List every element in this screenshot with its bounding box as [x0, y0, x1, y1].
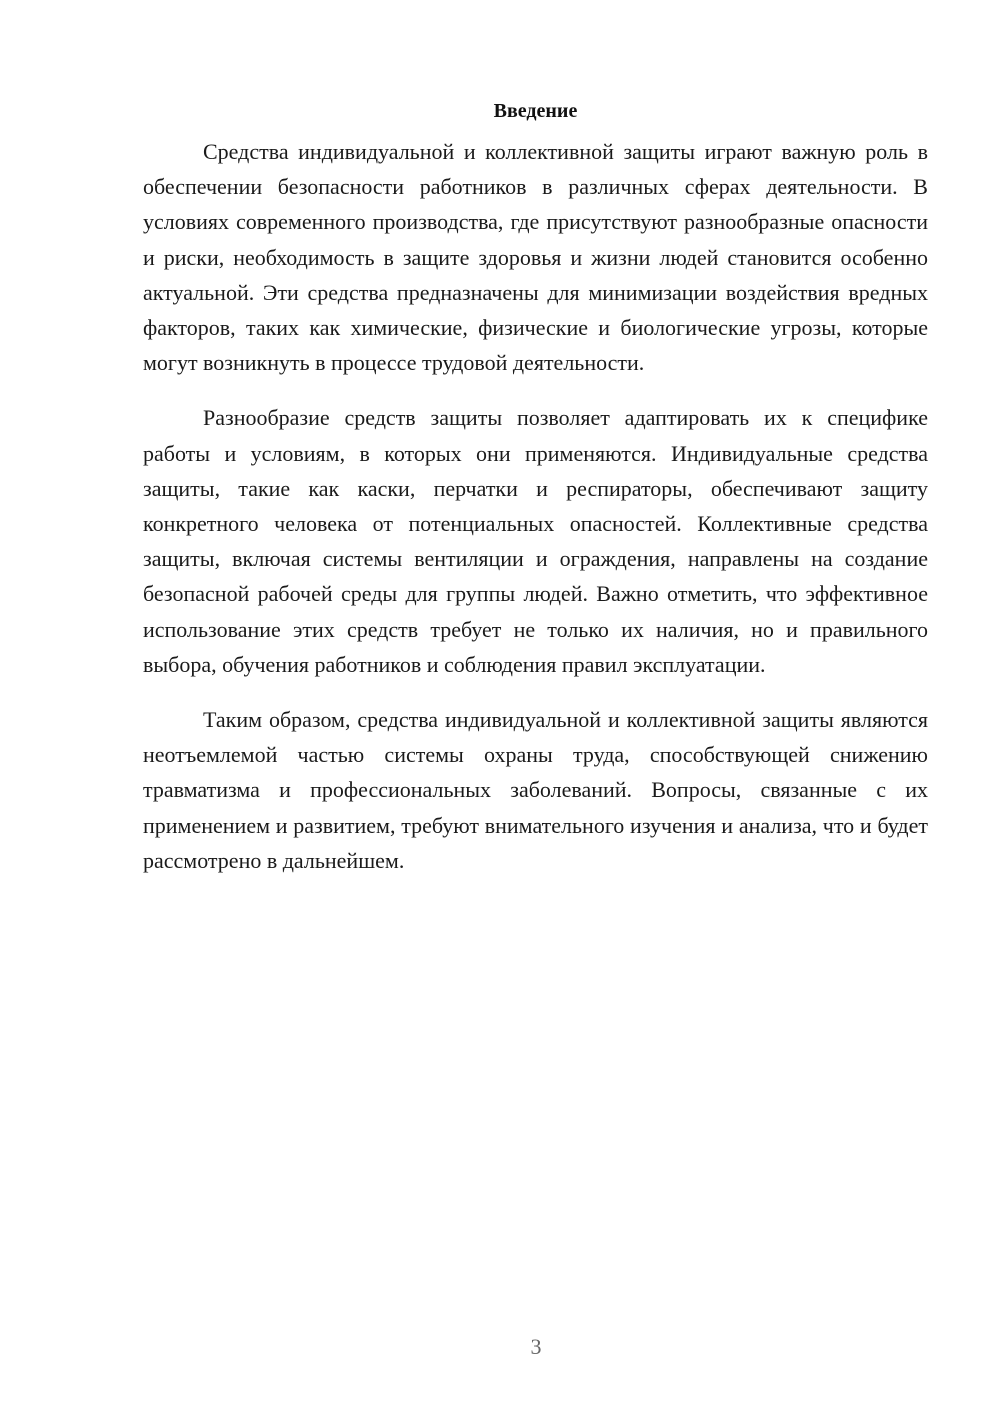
- section-title: Введение: [493, 100, 578, 122]
- paragraph-1: Средства индивидуальной и коллективной защиты играют важную роль в обеспечении безопасности работников в различных сферах деятельности. В условиях современного производства, где присутствуют разнообразные опасности и риски, необходимость в защите здоровья и жизни людей становится особенно актуальной. Эти средства предназначены для минимизации воздействия вредных факторов, таких как химические, физические и биологические угрозы, которые могут возникнуть в процессе трудовой деятельности.: [143, 139, 928, 376]
- page-number: 3: [530, 1334, 542, 1359]
- paragraph-3: Таким образом, средства индивидуальной и коллективной защиты являются неотъемлемой частью системы охраны труда, способствующей снижению травматизма и профессиональных заболеваний. Вопросы, связанные с их применением и развитием, требуют внимательного изучения и анализа, что и будет рассмотрено в дальнейшем.: [143, 707, 928, 873]
- page-content: [143, 96, 928, 898]
- paragraph-2: Разнообразие средств защиты позволяет адаптировать их к специфике работы и условиям, в которых они применяются. Индивидуальные средства защиты, такие как каски, перчатки и респираторы, обеспечивают защиту конкретного человека от потенциальных опасностей. Коллективные средства защиты, включая системы вентиляции и ограждения, направлены на создание безопасной рабочей среды для группы людей. Важно отметить, что эффективное использование этих средств требует не только их наличия, но и правильного выбора, обучения работников и соблюдения правил эксплуатации.: [143, 405, 928, 677]
